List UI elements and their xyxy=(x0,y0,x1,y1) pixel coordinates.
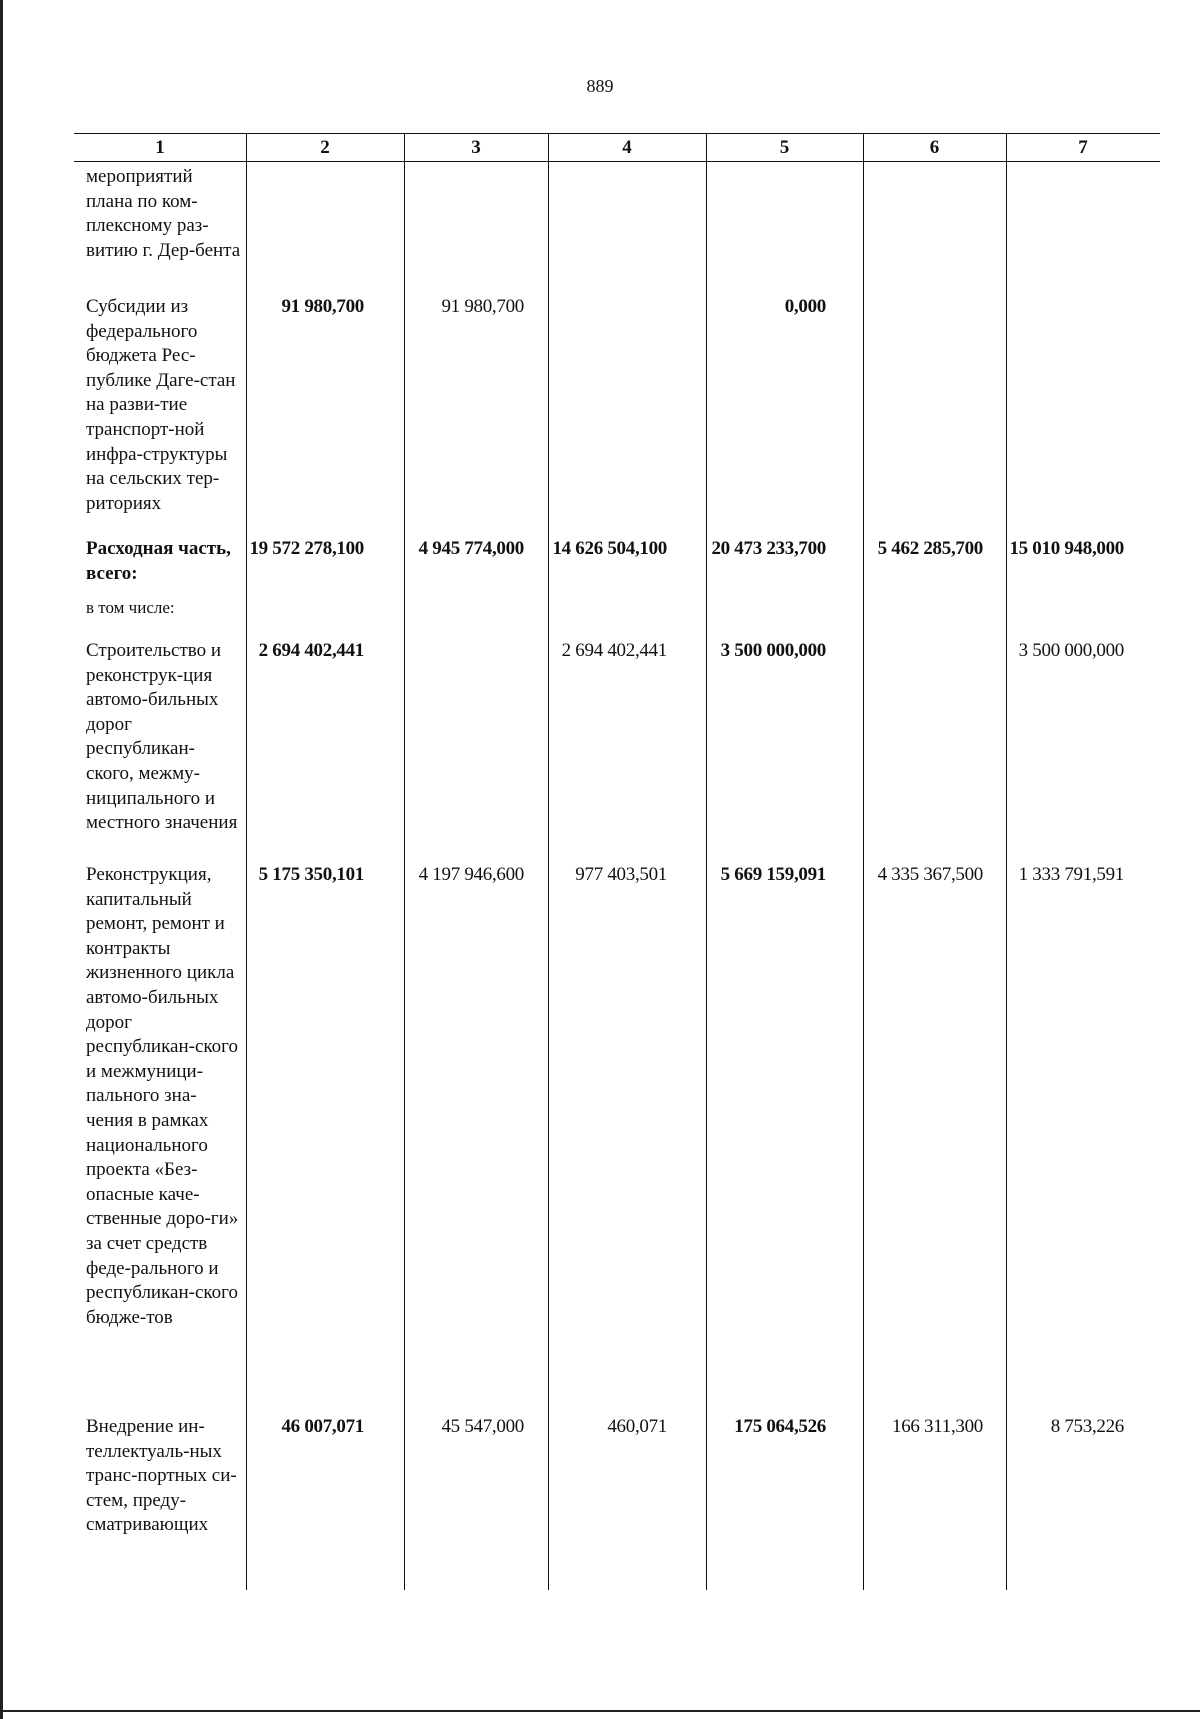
scan-bottom-edge xyxy=(0,1710,1200,1712)
table-header-row xyxy=(74,133,1160,162)
value-col-5: 175 064,526 xyxy=(734,1416,826,1437)
value-col-7: 8 753,226 xyxy=(1050,1416,1124,1437)
value-col-5: 3 500 000,000 xyxy=(720,640,826,661)
scan-left-edge xyxy=(0,0,3,1719)
row-label: Расходная часть, всего: xyxy=(86,538,231,584)
value-col-2: 46 007,071 xyxy=(281,1416,364,1437)
value-col-2: 5 175 350,101 xyxy=(258,864,364,885)
value-col-7: 15 010 948,000 xyxy=(1009,538,1124,559)
row-label: Строительство и реконструк-ция автомо-бильных дорог республикан-ского, межму-ниципального и местного значения xyxy=(86,640,238,834)
budget-table xyxy=(74,133,1160,1592)
value-col-3: 4 197 946,600 xyxy=(418,864,524,885)
row-label: в том числе: xyxy=(86,598,175,617)
value-col-7: 1 333 791,591 xyxy=(1018,864,1124,885)
row-label: Субсидии из федерального бюджета Рес-публике Даге-стан на разви-тие транспорт-ной инфра-структуры на сельских тер-риториях xyxy=(86,296,236,514)
column-header: 2 xyxy=(320,137,330,158)
value-col-7: 3 500 000,000 xyxy=(1018,640,1124,661)
row-label: Реконструкция, капитальный ремонт, ремонт и контракты жизненного цикла автомо-бильных дорог республикан-ского и межмуници-пального зна-чения в рамках национального проекта «Без-опасные каче-ственные доро-ги» за счет средств феде-рального и республикан-ского бюдже-тов xyxy=(86,864,239,1328)
value-col-4: 460,071 xyxy=(607,1416,667,1437)
value-col-3: 45 547,000 xyxy=(441,1416,524,1437)
value-col-5: 20 473 233,700 xyxy=(711,538,826,559)
value-col-5: 5 669 159,091 xyxy=(720,864,826,885)
value-col-6: 5 462 285,700 xyxy=(877,538,983,559)
value-col-6: 4 335 367,500 xyxy=(877,864,983,885)
value-col-2: 19 572 278,100 xyxy=(249,538,364,559)
value-col-3: 91 980,700 xyxy=(441,296,524,317)
page-number: 889 xyxy=(586,76,614,96)
column-header: 7 xyxy=(1078,137,1088,158)
row-label: Внедрение ин-теллектуаль-ных транс-портных си-стем, преду-сматривающих xyxy=(86,1416,237,1536)
table-body xyxy=(74,162,1160,1592)
column-header: 4 xyxy=(622,137,632,158)
column-header: 3 xyxy=(471,137,481,158)
value-col-6: 166 311,300 xyxy=(892,1416,983,1437)
value-col-2: 2 694 402,441 xyxy=(258,640,364,661)
row-label: мероприятий плана по ком-плексному раз-витию г. Дер-бента xyxy=(86,166,241,261)
value-col-4: 14 626 504,100 xyxy=(552,538,667,559)
column-header: 5 xyxy=(779,137,790,158)
value-col-3: 4 945 774,000 xyxy=(418,538,524,559)
value-col-4: 2 694 402,441 xyxy=(561,640,667,661)
value-col-5: 0,000 xyxy=(784,296,826,317)
value-col-2: 91 980,700 xyxy=(281,296,364,317)
column-header: 1 xyxy=(155,137,165,158)
column-header: 6 xyxy=(929,137,940,158)
value-col-4: 977 403,501 xyxy=(575,864,667,885)
